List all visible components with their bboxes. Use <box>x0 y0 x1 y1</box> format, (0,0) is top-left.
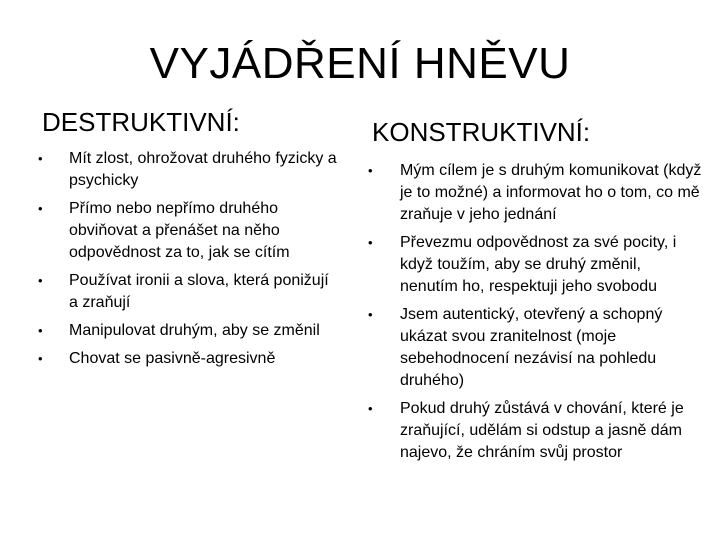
list-item-text: Pokud druhý zůstává v chování, které je zraňující, udělám si odstup a jasně dám najevo, že chráním svůj prostor <box>400 400 684 461</box>
constructive-list <box>368 160 702 464</box>
list-item <box>38 270 342 314</box>
destructive-list <box>38 148 342 370</box>
bullet-icon: • <box>368 163 373 178</box>
list-item-text: Převezmu odpovědnost za své pocity, i když toužím, aby se druhý změnil, nenutím ho, respektuji jeho svobodu <box>400 234 677 295</box>
list-item <box>368 304 702 392</box>
bullet-icon: • <box>38 201 43 216</box>
bullet-icon: • <box>38 323 43 338</box>
list-item-text: Manipulovat druhým, aby se změnil <box>69 322 320 339</box>
bullet-icon: • <box>368 401 373 416</box>
bullet-icon: • <box>368 235 373 250</box>
list-item <box>38 198 342 264</box>
list-item <box>368 232 702 298</box>
list-item <box>38 320 342 342</box>
list-item <box>38 348 342 370</box>
destructive-heading: DESTRUKTIVNÍ: <box>42 107 240 137</box>
list-item <box>38 148 342 192</box>
list-item-text: Mým cílem je s druhým komunikovat (když je to možné) a informovat ho o tom, co mě zraňuje v jeho jednání <box>400 162 702 223</box>
constructive-column <box>368 116 702 470</box>
bullet-icon: • <box>368 307 373 322</box>
destructive-column <box>38 106 342 376</box>
list-item <box>368 398 702 464</box>
list-item-text: Mít zlost, ohrožovat druhého fyzicky a psychicky <box>69 150 337 189</box>
bullet-icon: • <box>38 151 43 166</box>
list-item-text: Přímo nebo nepřímo druhého obviňovat a přenášet na něho odpovědnost za to, jak se cítím <box>69 200 290 261</box>
constructive-heading: KONSTRUKTIVNÍ: <box>372 117 591 147</box>
bullet-icon: • <box>38 351 43 366</box>
slide-title: VYJÁDŘENÍ HNĚVU <box>149 39 571 88</box>
list-item <box>368 160 702 226</box>
list-item-text: Jsem autentický, otevřený a schopný ukázat svou zranitelnost (moje sebehodnocení nezávisí na pohledu druhého) <box>400 306 663 389</box>
list-item-text: Používat ironii a slova, která ponižují a zraňují <box>69 272 329 311</box>
bullet-icon: • <box>38 273 43 288</box>
list-item-text: Chovat se pasivně-agresivně <box>69 350 276 367</box>
